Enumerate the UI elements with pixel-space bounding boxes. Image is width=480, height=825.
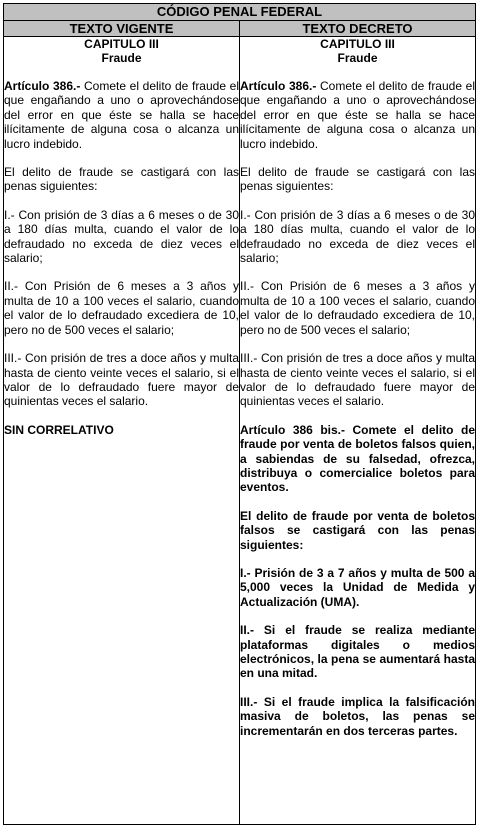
article-label: Artículo 386.- xyxy=(4,79,81,93)
penalty-item: III.- Con prisión de tres a doce años y multa hasta de ciento veinte veces el salario, si el valor de lo defraudado fuere mayor de quinientas veces el salario. xyxy=(4,351,239,409)
article-386-bis xyxy=(240,423,475,495)
bis-penalties-intro: El delito de fraude por venta de boletos falsos se castigará con las penas siguientes: xyxy=(240,508,475,552)
column-texto-vigente xyxy=(4,37,240,825)
penalty-item: I.- Con prisión de 3 días a 6 meses o de 30 a 180 días multa, cuando el valor de lo defraudado no exceda de diez veces el salario; xyxy=(240,207,475,266)
article-text: Comete el delito de fraude el que engañando a uno o aprovechándose del error en que éste se halla se hace ilícitamente de alguna cosa o alcanza un lucro indebido. xyxy=(4,79,239,151)
sin-correlativo: SIN CORRELATIVO xyxy=(4,422,114,437)
table-title: CÓDIGO PENAL FEDERAL xyxy=(4,4,476,21)
penalty-item: III.- Con prisión de tres a doce años y multa hasta de ciento veinte veces el salario, si el valor de lo defraudado fuere mayor de quinientas veces el salario. xyxy=(240,351,475,409)
column-texto-decreto xyxy=(240,37,476,825)
article-text: Comete el delito de fraude el que engañando a uno o aprovechándose del error en que éste se halla se hace ilícitamente de alguna cosa o alcanza un lucro indebido. xyxy=(240,79,475,151)
article-386 xyxy=(240,79,475,151)
article-label: Artículo 386.- xyxy=(240,79,317,93)
chapter-name: Fraude xyxy=(101,51,142,65)
penalty-item: II.- Con Prisión de 6 meses a 3 años y multa de 10 a 100 veces el salario, cuando el valor de lo defraudado excediera de 10, pero no de 500 veces el salario; xyxy=(4,279,239,337)
article-bis-text: Comete el delito de fraude por venta de boletos falsos quien, a sabiendas de su falsedad, ofrezca, distribuya o comercialice boletos para eventos. xyxy=(240,422,475,495)
header-texto-decreto: TEXTO DECRETO xyxy=(240,21,476,37)
chapter-number: CAPITULO III xyxy=(84,37,159,51)
penalty-item: II.- Con Prisión de 6 meses a 3 años y multa de 10 a 100 veces el salario, cuando el valor de lo defraudado excediera de 10, pero no de 500 veces el salario; xyxy=(240,279,475,337)
bis-penalty-item: III.- Si el fraude implica la falsificación masiva de boletos, las penas se incrementarán en dos terceras partes. xyxy=(240,694,475,738)
bis-penalty-item: II.- Si el fraude se realiza mediante plataformas digitales o medios electrónicos, la pena se aumentará hasta en una mitad. xyxy=(240,623,475,681)
article-386 xyxy=(4,79,239,151)
chapter-name: Fraude xyxy=(337,51,378,65)
header-texto-vigente: TEXTO VIGENTE xyxy=(4,21,240,37)
chapter-number: CAPITULO III xyxy=(320,37,395,51)
penalties-intro: El delito de fraude se castigará con las penas siguientes: xyxy=(4,165,239,194)
bis-penalty-item: I.- Prisión de 3 a 7 años y multa de 500 a 5,000 veces la Unidad de Medida y Actualización (UMA). xyxy=(240,565,475,609)
comparison-table xyxy=(3,3,476,825)
article-bis-label: Artículo 386 bis.- xyxy=(240,422,346,437)
penalty-item: I.- Con prisión de 3 días a 6 meses o de 30 a 180 días multa, cuando el valor de lo defraudado no exceda de diez veces el salario; xyxy=(4,207,239,266)
penalties-intro: El delito de fraude se castigará con las penas siguientes: xyxy=(240,165,475,194)
